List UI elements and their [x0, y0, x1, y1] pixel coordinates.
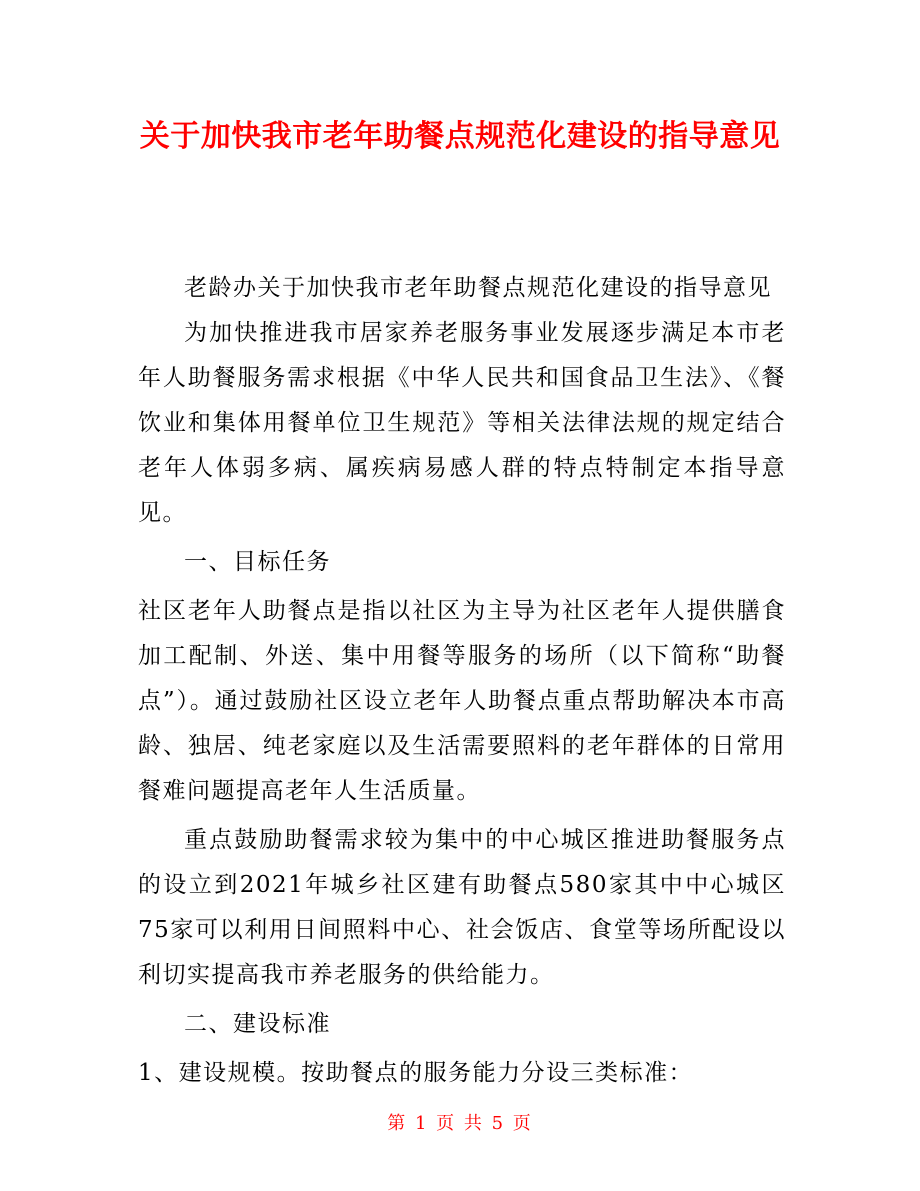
paragraph-subtitle: 老龄办关于加快我市老年助餐点规范化建设的指导意见: [184, 275, 772, 301]
paragraph-focus: 重点鼓励助餐需求较为集中的中心城区推进助餐服务点的设立到2021年城乡社区建有助餐点580家其中中心城区75家可以利用日间照料中心、社会饭店、食堂等场所配设以利切实提高我市养老服务的供给能力。: [138, 827, 786, 988]
document-title: 关于加快我市老年助餐点规范化建设的指导意见: [139, 119, 781, 154]
paragraph-scale: 1、建设规模。按助餐点的服务能力分设三类标准：: [138, 1060, 694, 1086]
section-heading-standards: 二、建设标准: [184, 1011, 331, 1037]
document-body: [138, 266, 786, 1096]
page-indicator: 第 1 页 共 5 页: [387, 1113, 533, 1134]
paragraph-intro: 为加快推进我市居家养老服务事业发展逐步满足本市老年人助餐服务需求根据《中华人民共和国食品卫生法》、《餐饮业和集体用餐单位卫生规范》等相关法律法规的规定结合老年人体弱多病、属疾病易感人群的特点特制定本指导意见。: [138, 320, 786, 526]
section-heading-goals: 一、目标任务: [184, 549, 331, 575]
paragraph-definition: 社区老年人助餐点是指以社区为主导为社区老年人提供膳食加工配制、外送、集中用餐等服务的场所（以下简称“助餐点”）。通过鼓励社区设立老年人助餐点重点帮助解决本市高龄、独居、纯老家庭以及生活需要照料的老年群体的日常用餐难问题提高老年人生活质量。: [138, 598, 786, 804]
